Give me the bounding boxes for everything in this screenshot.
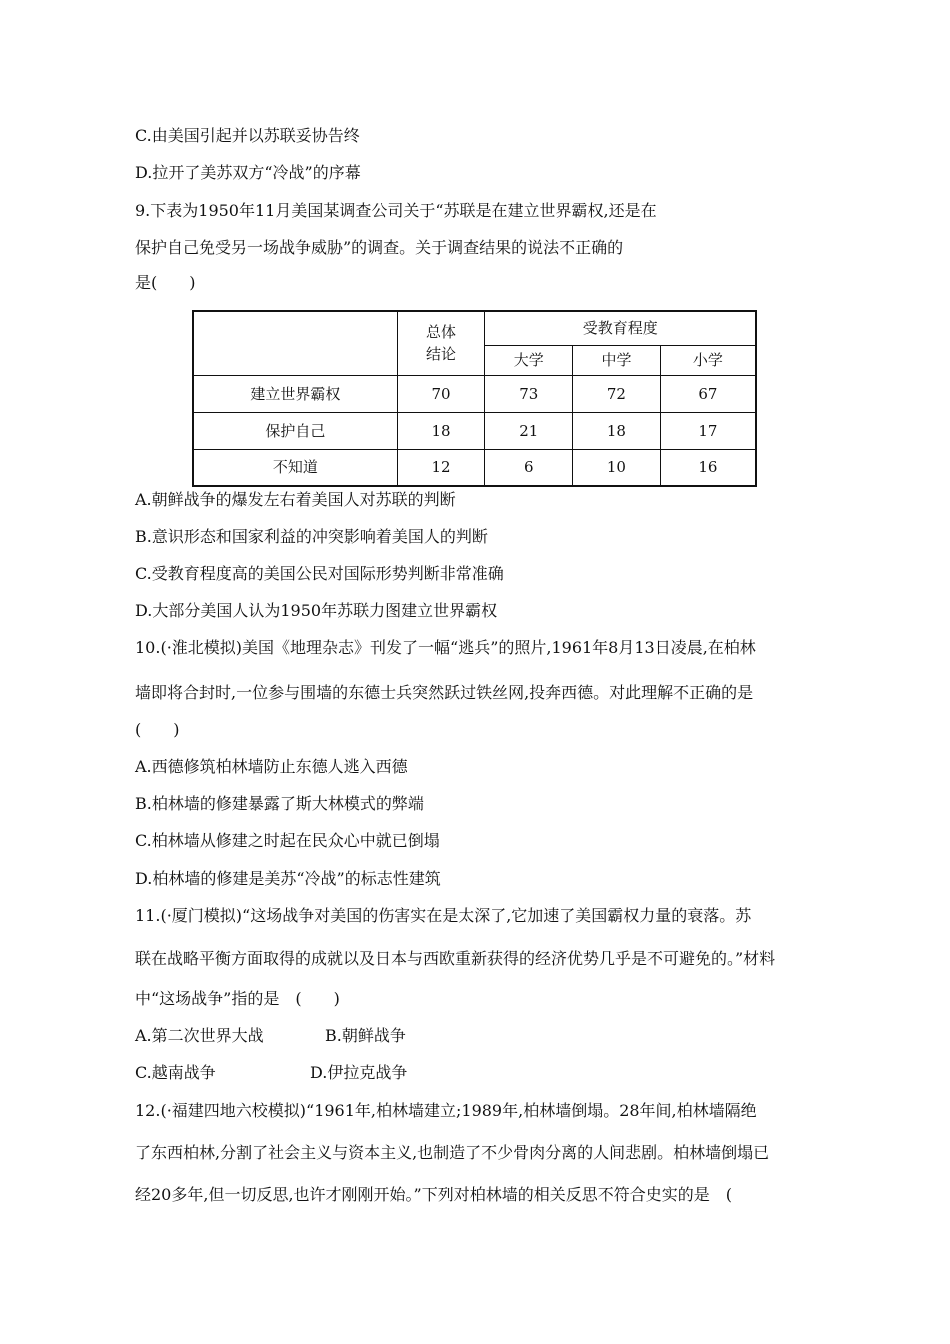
q10-option-a: A.西德修筑柏林墙防止东德人逃入西德 (135, 757, 408, 776)
table-cell-total: 18 (397, 412, 485, 449)
table-cell-university: 6 (485, 449, 573, 486)
q9-stem-line-1: 9.下表为1950年11月美国某调查公司关于“苏联是在建立世界霸权,还是在 (135, 201, 657, 220)
table-header-total (397, 311, 485, 375)
q12-stem-line-3: 经20多年,但一切反思,也许才刚刚开始。”下列对柏林墙的相关反思不符合史实的是 ( (135, 1185, 732, 1204)
q12-stem-line-2: 了东西柏林,分割了社会主义与资本主义,也制造了不少骨肉分离的人间悲剧。柏林墙倒塌已 (135, 1143, 770, 1162)
table-row-label: 建立世界霸权 (193, 375, 397, 412)
q11-options-row-2 (135, 1062, 407, 1084)
table-header-university: 大学 (485, 345, 573, 375)
table-cell-primary-school: 16 (660, 449, 756, 486)
q9-option-d: D.大部分美国人认为1950年苏联力图建立世界霸权 (135, 601, 498, 620)
q11-stem-line-1: 11.(·厦门模拟)“这场战争对美国的伤害实在是太深了,它加速了美国霸权力量的衰落。苏 (135, 906, 752, 925)
q10-option-b: B.柏林墙的修建暴露了斯大林模式的弊端 (135, 794, 424, 813)
table-cell-middle-school: 72 (573, 375, 661, 412)
table-header-total-line-2: 结论 (426, 345, 457, 364)
q9-option-a: A.朝鲜战争的爆发左右着美国人对苏联的判断 (135, 490, 456, 509)
table-cell-middle-school: 10 (573, 449, 661, 486)
table-header-education: 受教育程度 (485, 311, 756, 345)
q11-option-b: B.朝鲜战争 (325, 1026, 406, 1045)
q11-option-a: A.第二次世界大战 (135, 1026, 264, 1045)
q10-stem-line-1: 10.(·淮北模拟)美国《地理杂志》刊发了一幅“逃兵”的照片,1961年8月13日凌晨,在柏林 (135, 638, 756, 657)
table-cell-total: 70 (397, 375, 485, 412)
q9-option-b: B.意识形态和国家利益的冲突影响着美国人的判断 (135, 527, 488, 546)
q11-stem-line-2: 联在战略平衡方面取得的成就以及日本与西欧重新获得的经济优势几乎是不可避免的。”材料 (135, 949, 776, 968)
table-cell-university: 73 (485, 375, 573, 412)
table-cell-primary-school: 67 (660, 375, 756, 412)
table-row (193, 412, 756, 449)
q9-stem-line-3: 是( ) (135, 273, 196, 292)
table-header-middle-school: 中学 (573, 345, 661, 375)
table-row-label: 不知道 (193, 449, 397, 486)
q11-stem-line-3: 中“这场战争”指的是 ( ) (135, 989, 340, 1008)
table-row (193, 449, 756, 486)
q10-option-d: D.柏林墙的修建是美苏“冷战”的标志性建筑 (135, 869, 441, 888)
table-row (193, 375, 756, 412)
table-header-primary-school: 小学 (660, 345, 756, 375)
q8-option-d: D.拉开了美苏双方“冷战”的序幕 (135, 163, 361, 182)
table-header-total-line-1: 总体 (426, 323, 457, 342)
table-cell-middle-school: 18 (573, 412, 661, 449)
q10-stem-line-2: 墙即将合封时,一位参与围墙的东德士兵突然跃过铁丝网,投奔西德。对此理解不正确的是 (135, 683, 754, 702)
survey-table (192, 310, 757, 487)
q11-options-row-1 (135, 1025, 406, 1047)
table-cell-primary-school: 17 (660, 412, 756, 449)
table-cell-total: 12 (397, 449, 485, 486)
q8-option-c: C.由美国引起并以苏联妥协告终 (135, 126, 360, 145)
table-cell-university: 21 (485, 412, 573, 449)
table-row-label: 保护自己 (193, 412, 397, 449)
q11-option-c: C.越南战争 (135, 1063, 216, 1082)
table-corner-cell (193, 311, 397, 375)
q10-stem-line-3: ( ) (135, 720, 180, 739)
q11-option-d: D.伊拉克战争 (310, 1063, 408, 1082)
q9-stem-line-2: 保护自己免受另一场战争威胁”的调查。关于调查结果的说法不正确的 (135, 238, 624, 257)
q9-option-c: C.受教育程度高的美国公民对国际形势判断非常准确 (135, 564, 504, 583)
q10-option-c: C.柏林墙从修建之时起在民众心中就已倒塌 (135, 831, 440, 850)
q12-stem-line-1: 12.(·福建四地六校模拟)“1961年,柏林墙建立;1989年,柏林墙倒塌。28年间,柏林墙隔绝 (135, 1101, 757, 1120)
